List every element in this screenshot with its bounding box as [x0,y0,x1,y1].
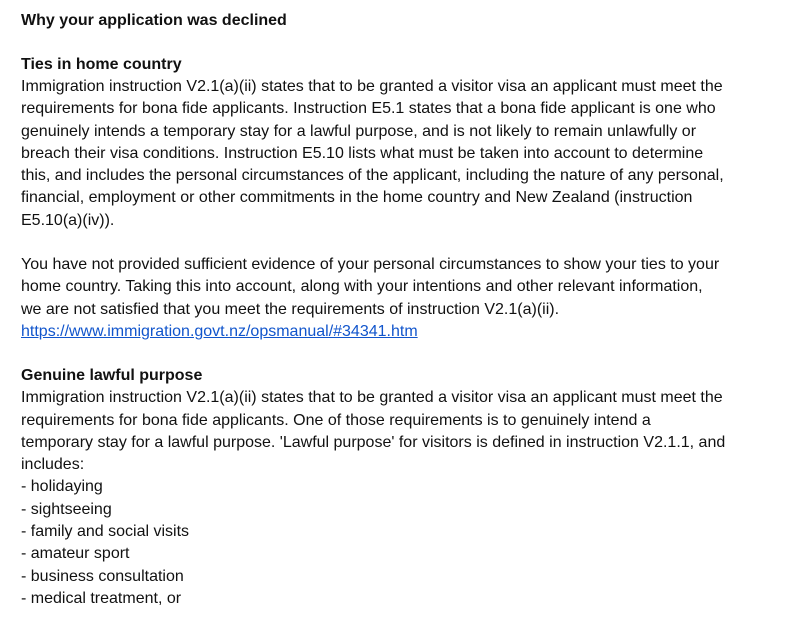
section-spacer [21,343,776,365]
ties-paragraph-1: Immigration instruction V2.1(a)(ii) states that to be granted a visitor visa an applicant must meet the requirements for bona fide applicants. Instruction E5.1 states that a bona fide applicant is one who genuinely intends a temporary stay for a lawful purpose, and is not likely to remain unlawfully or breach their visa conditions. Instruction E5.10 lists what must be taken into account to determine this, and includes the personal circumstances of the applicant, including the nature of any personal, financial, employment or other commitments in the home country and New Zealand (instruction E5.10(a)(iv)). [21,78,724,229]
list-item: - sightseeing [21,500,112,518]
list-item: - business consultation [21,567,184,585]
list-item: - holidaying [21,478,103,496]
list-item: - medical treatment, or [21,589,182,607]
list-item: - family and social visits [21,523,190,541]
section-heading-ties: Ties in home country [21,56,182,73]
document-title: Why your application was declined [21,12,287,29]
ties-paragraph-2: You have not provided sufficient evidence of your personal circumstances to show your ties to your home country. Taking this into account, along with your intentions and other relevant information, we are not satisfied that you meet the requirements of instruction V2.1(a)(ii). [21,256,720,318]
section-ties-in-home-country [21,54,776,343]
paragraph-spacer [21,232,776,254]
opsmanual-link[interactable]: https://www.immigration.govt.nz/opsmanual/#34341.htm [21,322,418,340]
section-heading-lawful-purpose: Genuine lawful purpose [21,367,203,385]
lawful-purpose-paragraph-1: Immigration instruction V2.1(a)(ii) states that to be granted a visitor visa an applicant must meet the requirements for bona fide applicants. One of those requirements is to genuinely intend a temporary stay for a lawful purpose. 'Lawful purpose' for visitors is defined in instruction V2.1.1, and includes: [21,389,726,474]
section-genuine-lawful-purpose [21,365,776,610]
list-item: - amateur sport [21,545,130,563]
lawful-purpose-list [21,476,776,610]
